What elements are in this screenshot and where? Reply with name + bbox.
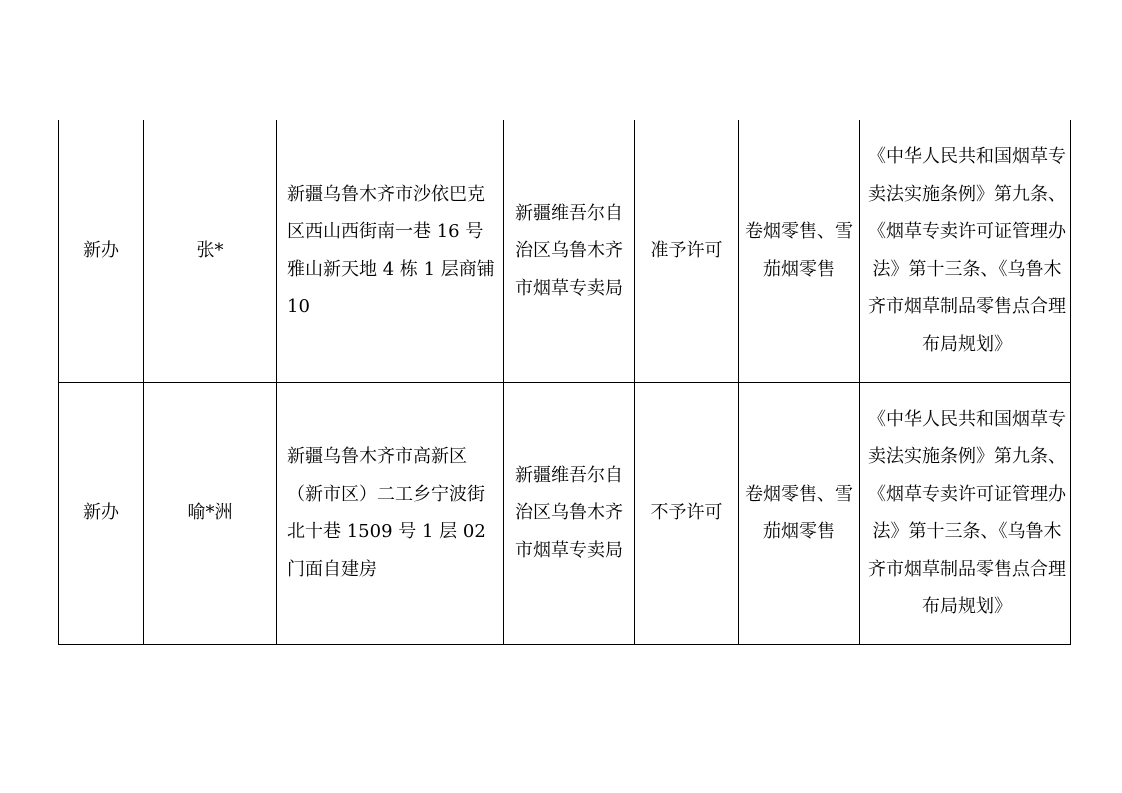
application-type: 新办	[83, 240, 119, 261]
business-address: 新疆乌鲁木齐市高新区（新市区）二工乡宁波街北十巷 1509 号 1 层 02 门面自建房	[287, 446, 486, 580]
application-type-cell	[59, 120, 144, 382]
decision-result: 不予许可	[650, 502, 723, 524]
legal-basis-cell	[860, 120, 1071, 382]
table-row	[59, 382, 1071, 644]
table-row	[59, 120, 1071, 382]
business-address: 新疆乌鲁木齐市沙依巴克区西山西街南一巷 16 号雅山新天地 4 栋 1 层商铺 10	[287, 183, 495, 318]
business-address-cell	[277, 120, 504, 382]
applicant-name: 张*	[196, 240, 224, 261]
business-scope-cell	[739, 382, 860, 644]
license-table	[58, 120, 1071, 645]
legal-basis-cell	[860, 382, 1071, 644]
licensing-authority-cell	[504, 120, 635, 382]
decision-result-cell	[635, 120, 739, 382]
applicant-name-cell	[144, 120, 277, 382]
application-type: 新办	[83, 502, 119, 524]
application-type-cell	[59, 382, 144, 644]
decision-result-cell	[635, 382, 739, 644]
applicant-name-cell	[144, 382, 277, 644]
legal-basis: 《中华人民共和国烟草专卖法实施条例》第九条、《烟草专卖许可证管理办法》第十三条、《乌鲁木齐市烟草制品零售点合理布局规划》	[868, 146, 1066, 355]
business-address-cell	[277, 382, 504, 644]
applicant-name: 喻*洲	[187, 502, 233, 524]
business-scope: 卷烟零售、雪茄烟零售	[745, 483, 853, 542]
business-scope-cell	[739, 120, 860, 382]
licensing-authority: 新疆维吾尔自治区乌鲁木齐市烟草专卖局	[515, 464, 623, 561]
decision-result: 准予许可	[650, 240, 723, 261]
business-scope: 卷烟零售、雪茄烟零售	[745, 221, 853, 280]
licensing-authority: 新疆维吾尔自治区乌鲁木齐市烟草专卖局	[515, 202, 623, 299]
licensing-authority-cell	[504, 382, 635, 644]
legal-basis: 《中华人民共和国烟草专卖法实施条例》第九条、《烟草专卖许可证管理办法》第十三条、《乌鲁木齐市烟草制品零售点合理布局规划》	[868, 408, 1066, 617]
